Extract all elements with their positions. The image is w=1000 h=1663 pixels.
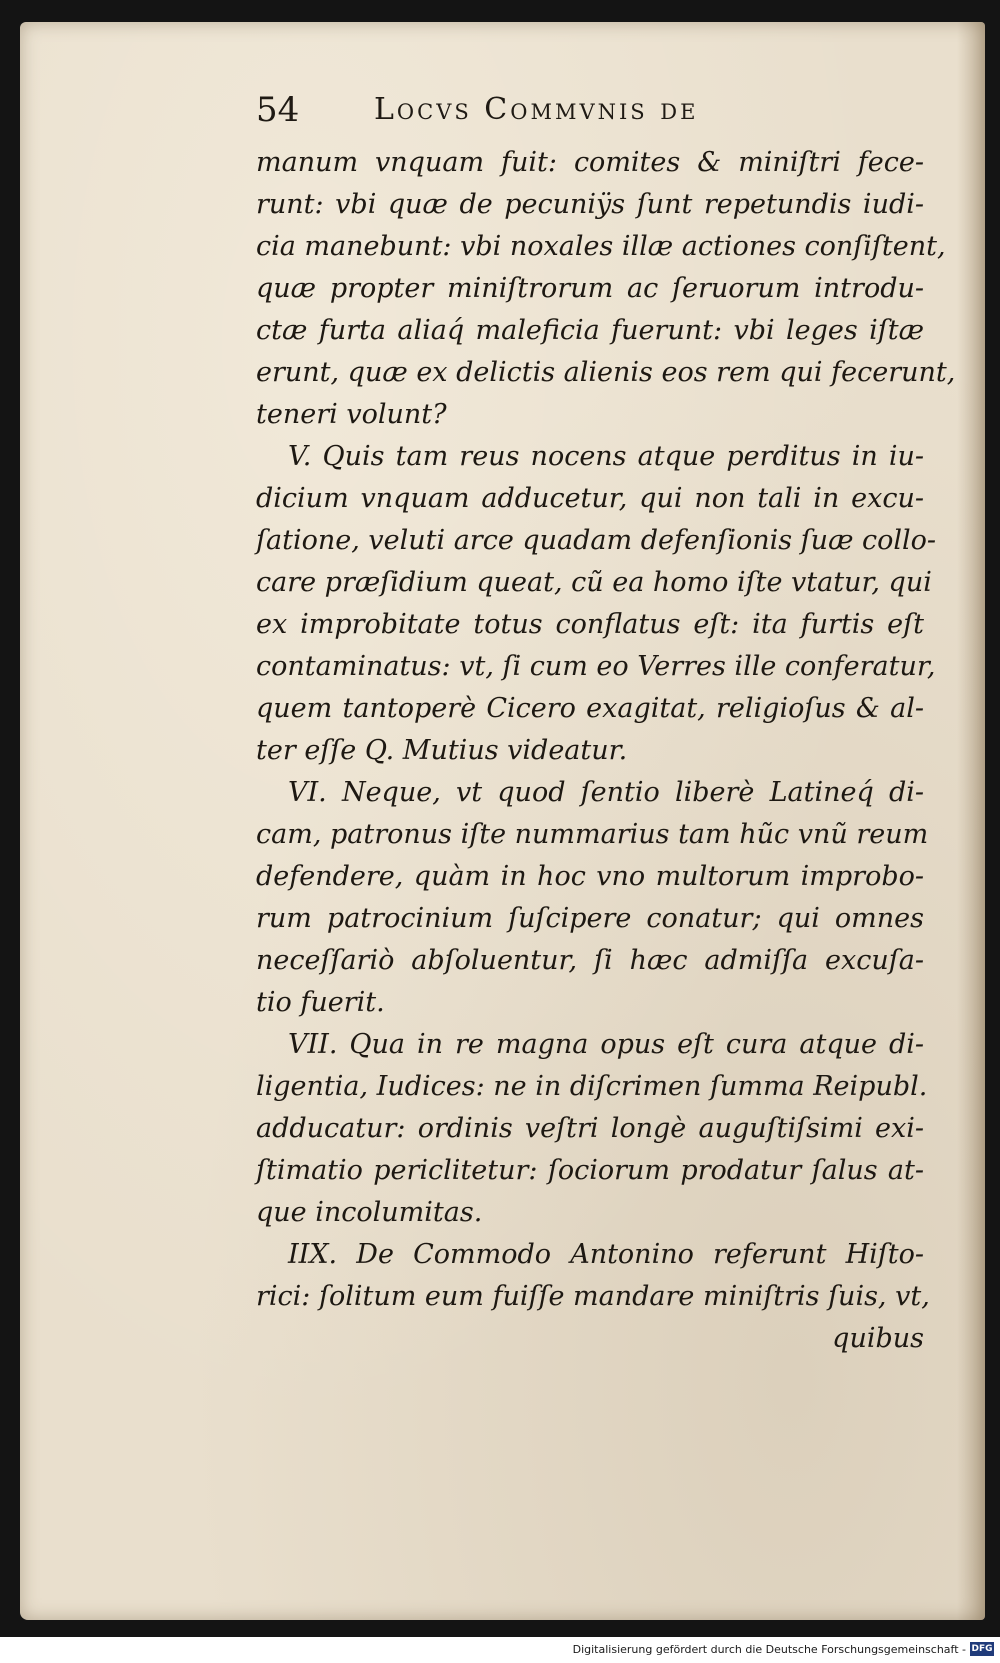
paragraph-start-vi: VI. Neque, vt quod ſentio liberè Latineq́ di-	[288, 777, 924, 808]
dfg-logo: DFG	[971, 1644, 993, 1654]
text-line: defendere, quàm in hoc vno multorum improbo-	[256, 861, 924, 892]
text-line: erunt, quæ ex delictis alienis eos rem qui fecerunt,	[256, 357, 956, 388]
text-line: ctæ furta aliaq́ maleficia fuerunt: vbi leges iſtæ	[256, 315, 924, 346]
footer-bar	[0, 1637, 1000, 1663]
page-gutter-shadow	[957, 22, 985, 1620]
text-line: ter eſſe Q. Mutius videatur.	[256, 735, 628, 766]
text-line: tio fuerit.	[256, 987, 385, 1018]
text-line: runt: vbi quæ de pecuniÿs ſunt repetundis iudi-	[256, 189, 924, 220]
text-line: ligentia, Iudices: ne in diſcrimen ſumma Reipubl.	[256, 1071, 928, 1102]
digitization-note: Digitalisierung gefördert durch die Deutsche Forschungsgemeinschaft -	[572, 1643, 966, 1656]
text-line: cam, patronus iſte nummarius tam hũc vnũ reum	[256, 819, 929, 850]
text-line: quem tantoperè Cicero exagitat, religioſus & al-	[256, 693, 924, 724]
text-line: cia manebunt: vbi noxales illæ actiones conſiſtent,	[256, 231, 946, 262]
text-line: ex improbitate totus conflatus eſt: ita furtis eſt	[256, 609, 924, 640]
body-text	[256, 142, 956, 1360]
text-line: rici: ſolitum eum fuiſſe mandare miniſtris ſuis, vt,	[256, 1281, 930, 1312]
text-line: contaminatus: vt, ſi cum eo Verres ille conferatur,	[256, 651, 936, 682]
text-line: adducatur: ordinis veſtri longè auguſtiſsimi exi-	[256, 1113, 924, 1144]
text-line: rum patrocinium ſuſcipere conatur; qui omnes	[256, 903, 924, 934]
text-line: ſatione, veluti arce quadam defenſionis ſuæ collo-	[256, 525, 937, 556]
page-number: 54	[256, 90, 300, 130]
catchword: quibus	[832, 1323, 924, 1354]
text-line: teneri volunt?	[256, 399, 447, 430]
page-header	[256, 88, 816, 134]
text-line: manum vnquam fuit: comites & miniſtri fece-	[256, 147, 924, 178]
text-line: ſtimatio periclitetur: ſociorum prodatur ſalus at-	[256, 1155, 924, 1186]
paragraph-start-vii: VII. Qua in re magna opus eſt cura atque di-	[288, 1029, 924, 1060]
text-line: quæ propter miniſtrorum ac ſeruorum introdu-	[256, 273, 924, 304]
text-line: que incolumitas.	[256, 1197, 483, 1228]
text-line: care præſidium queat, cũ ea homo iſte vtatur, qui	[256, 567, 932, 598]
paragraph-start-iix: IIX. De Commodo Antonino referunt Hiſto-	[288, 1239, 924, 1270]
running-head: Locvs Commvnis de	[374, 92, 699, 127]
text-line: dicium vnquam adducetur, qui non tali in excu-	[256, 483, 924, 514]
paragraph-start-v: V. Quis tam reus nocens atque perditus in iu-	[288, 441, 924, 472]
text-line: neceſſariò abſoluentur, ſi hæc admiſſa excuſa-	[256, 945, 924, 976]
